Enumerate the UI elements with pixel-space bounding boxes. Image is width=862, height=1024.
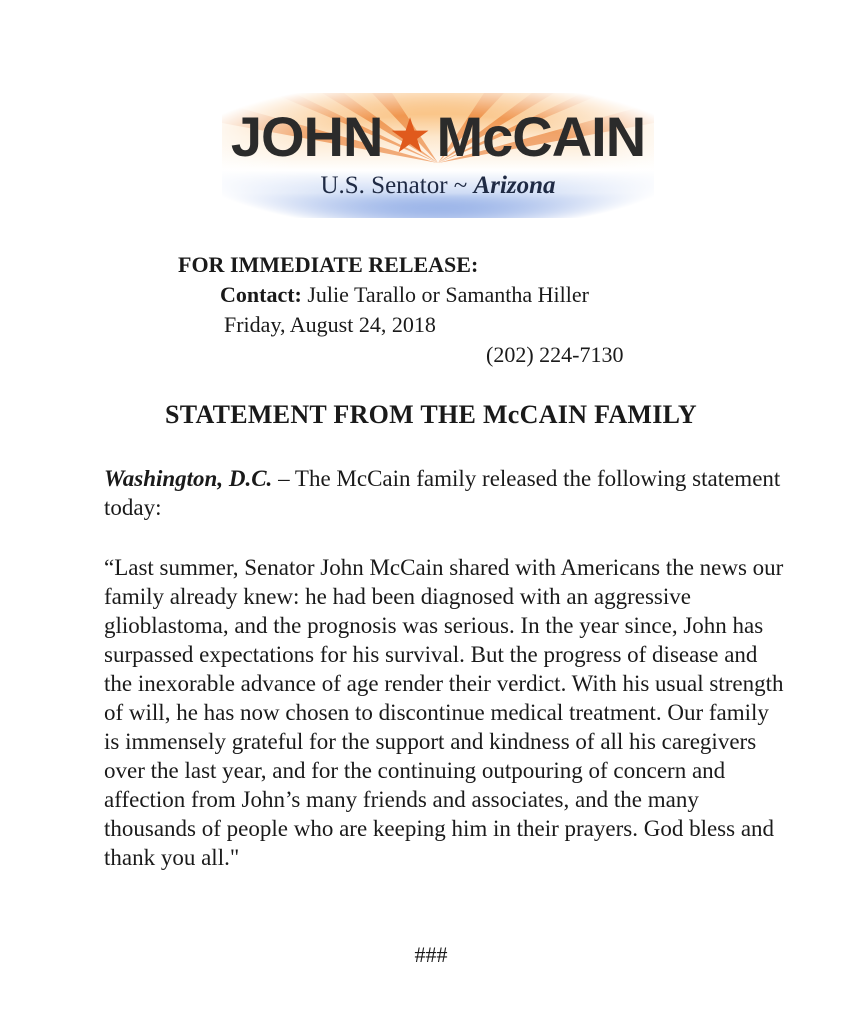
logo-subtitle — [222, 171, 654, 201]
statement-title: STATEMENT FROM THE McCAIN FAMILY — [164, 400, 698, 429]
logo-wordmark — [222, 105, 654, 169]
contact-names: Julie Tarallo or Samantha Hiller — [307, 282, 589, 307]
mccain-logo — [222, 93, 654, 218]
contact-label: Contact: — [220, 282, 302, 307]
release-line: FOR IMMEDIATE RELEASE: — [178, 252, 479, 277]
logo-last-name: McCAIN — [436, 105, 646, 168]
logo-state: Arizona — [473, 172, 556, 199]
dateline: Washington, D.C. — [104, 466, 273, 491]
intro-text: – The McCain family released the following statement today: — [104, 466, 781, 520]
logo-first-name: JOHN — [230, 105, 383, 168]
statement-quote: “Last summer, Senator John McCain shared with Americans the news our family already knew: he had been diagnosed with an aggressive glioblastoma, and the prognosis was serious. In the year since, John has surpassed expectations for his survival. But the progress of disease and the inexorable advance of age render their verdict. With his usual strength of will, he has now chosen to discontinue medical treatment. Our family is immensely grateful for the support and kindness of all his caregivers over the last year, and for the continuing outpouring of concern and affection from John’s many friends and associates, and the many thousands of people who are keeping him in their prayers. God bless and thank you all." — [104, 555, 784, 870]
release-date: Friday, August 24, 2018 — [224, 312, 436, 337]
contact-phone: (202) 224-7130 — [486, 342, 624, 367]
intro-paragraph — [104, 464, 784, 522]
contact-line — [220, 282, 589, 308]
logo-subtitle-text: U.S. Senator ~ — [320, 172, 474, 199]
star-icon: ★ — [388, 110, 431, 163]
end-mark: ### — [414, 942, 448, 967]
